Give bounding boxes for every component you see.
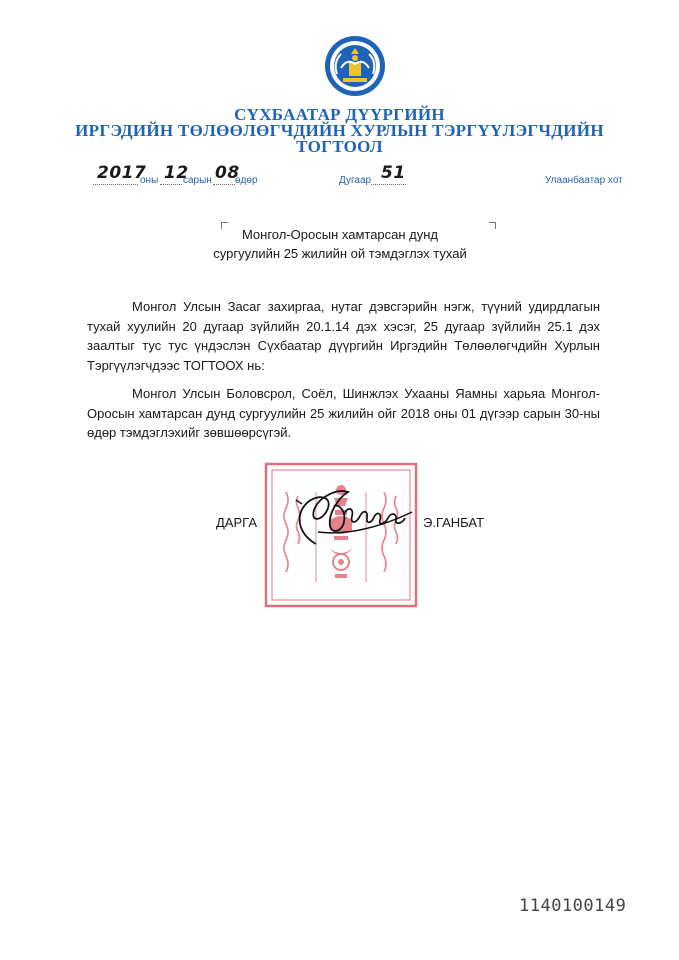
month-dotted-line <box>160 184 182 185</box>
state-emblem-icon <box>323 34 387 98</box>
month-label: сарын <box>183 175 212 186</box>
year-dotted-line <box>93 184 138 185</box>
signatory-name: Э.ГАНБАТ <box>423 515 485 530</box>
subject-line-2: сургуулийн 25 жилийн ой тэмдэглэх тухай <box>213 246 467 261</box>
date-month: 12 <box>164 163 189 183</box>
header-line-2: ИРГЭДИЙН ТӨЛӨӨЛӨГЧДИЙН ХУРЛЫН ТЭРГҮҮЛЭГЧДИЙН <box>75 121 604 140</box>
year-label: оны <box>140 175 159 186</box>
header-line-1: СҮХБААТАР ДҮҮРГИЙН <box>234 105 445 124</box>
document-number: 51 <box>381 163 406 183</box>
number-label: Дугаар <box>339 175 372 186</box>
number-dotted-line <box>371 184 406 185</box>
header-line-3: ТОГТООЛ <box>296 137 383 156</box>
day-label: өдөр <box>235 175 258 186</box>
day-dotted-line <box>213 184 235 185</box>
handwritten-signature <box>288 474 418 554</box>
subject-line-1: Монгол-Оросын хамтарсан дунд <box>241 227 439 242</box>
registration-number: 1140100149 <box>519 896 627 916</box>
date-year: 2017 <box>97 163 147 183</box>
body-paragraph-2: Монгол Улсын Боловсрол, Соёл, Шинжлэх Ухааны Яамны харьяа Монгол-Оросын хамтарсан дунд сургуулийн 25 жилийн ойг 2018 оны 01 дүгээр сарын 30-ны өдөр тэмдэглэхийг зөвшөөрсүгэй. <box>87 386 600 440</box>
signatory-title: ДАРГА <box>216 515 257 530</box>
place-label: Улаанбаатар хот <box>545 175 623 186</box>
date-day: 08 <box>215 163 240 183</box>
body-paragraph-1: Монгол Улсын Засаг захиргаа, нутаг дэвсгэрийн нэгж, түүний удирдлагын тухай хуулийн 20 дугаар зүйлийн 20.1.14 дэх хэсэг, 25 дугаар зүйлийн 25.1 дэх заалтыг тус тус үндэслэн Сүхбаатар дүүргийн Иргэдийн Төлөөлөгчдийн Хурлын Тэргүүлэгчдээс ТОГТООХ нь: <box>87 299 600 373</box>
